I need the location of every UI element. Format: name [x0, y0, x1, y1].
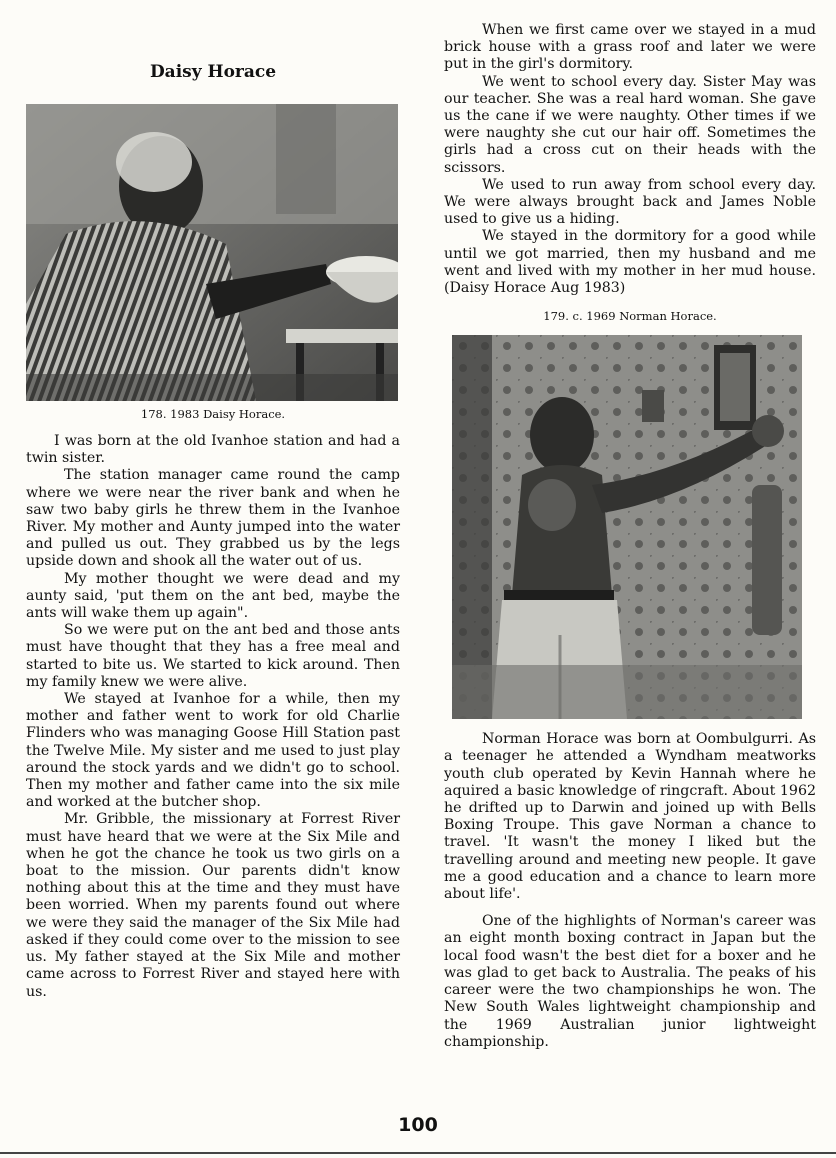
paragraph: We used to run away from school every day. We were always brought back and James Noble used to give us a hiding. [444, 176, 816, 228]
paragraph: Mr. Gribble, the missionary at Forrest River must have heard that we were at the Six Mile and when he got the chance he took us two girls on a boat to the mission. Our parents didn't know nothing about this at the time and they must have been worried. When my parents found out where we were they said the manager of the Six Mile had asked if they could come over to the mission to see us. My father stayed at the Six Mile and mother came across to Forrest River and stayed here with us. [26, 811, 400, 1000]
right-body-text-top [444, 22, 816, 297]
paragraph: I was born at the old Ivanhoe station and had a twin sister. [26, 433, 400, 467]
paragraph: We stayed in the dormitory for a good while until we got married, then my husband and me went and lived with my mother in her mud house. (Daisy Horace Aug 1983) [444, 228, 816, 297]
paragraph: My mother thought we were dead and my aunty said, 'put them on the ant bed, maybe the ants will wake them up again". [26, 570, 400, 622]
figure-179-caption: 179. c. 1969 Norman Horace. [543, 309, 717, 324]
paragraph: The station manager came round the camp where we were near the river bank and when he saw two baby girls he threw them in the Ivanhoe River. My mother and Aunty jumped into the water and pulled us out. They grabbed us by the legs upside down and shook all the water out of us. [26, 467, 400, 570]
figure-178-caption: 178. 1983 Daisy Horace. [140, 407, 286, 421]
paragraph: We stayed at Ivanhoe for a while, then my mother and father went to work for old Charlie Flinders who was managing Goose Hill Station past the Twelve Mile. My sister and me used to just play around the stock yards and we didn't go to school. Then my mother and father came into the six mile and worked at the butcher shop. [26, 691, 400, 811]
photo-norman-horace-boxing-icon [452, 335, 802, 719]
paragraph: We went to school every day. Sister May was our teacher. She was a real hard woman. She gave us the cane if we were naughty. Other times if we were naughty she cut our hair off. Sometimes the girls had a cross cut on their heads with the scissors. [444, 73, 816, 176]
article-title: Daisy Horace [149, 62, 277, 82]
left-column [26, 62, 400, 1001]
page-number: 100 [398, 1114, 438, 1136]
paragraph: Norman Horace was born at Oombulgurri. As a teenager he attended a Wyndham meatworks youth club operated by Kevin Hannah where he aquired a basic knowledge of ringcraft. About 1962 he drifted up to Darwin and joined up with Bells Boxing Troupe. This gave Norman a chance to travel. 'It wasn't the money I liked but the travelling around and meeting new people. It gave me a good education and a chance to learn more about life'. [444, 731, 816, 903]
photo-daisy-horace-icon [26, 104, 398, 401]
paragraph: When we first came over we stayed in a mud brick house with a grass roof and later we were put in the girl's dormitory. [444, 22, 816, 73]
right-body-text-bottom [444, 731, 816, 1051]
paragraph: One of the highlights of Norman's career was an eight month boxing contract in Japan but the local food wasn't the best diet for a boxer and he was glad to get back to Australia. The peaks of his career were the two championships he won. The New South Wales lightweight championship and the 1969 Australian junior lightweight championship. [444, 913, 816, 1050]
left-body-text [26, 433, 400, 1001]
photo-figure-178 [26, 104, 398, 401]
paragraph: So we were put on the ant bed and those ants must have thought that they has a free meal and started to bite us. We started to kick around. Then my family knew we were alive. [26, 622, 400, 690]
right-column [444, 22, 816, 1051]
bottom-rule [0, 1152, 836, 1154]
photo-figure-179 [452, 335, 802, 719]
